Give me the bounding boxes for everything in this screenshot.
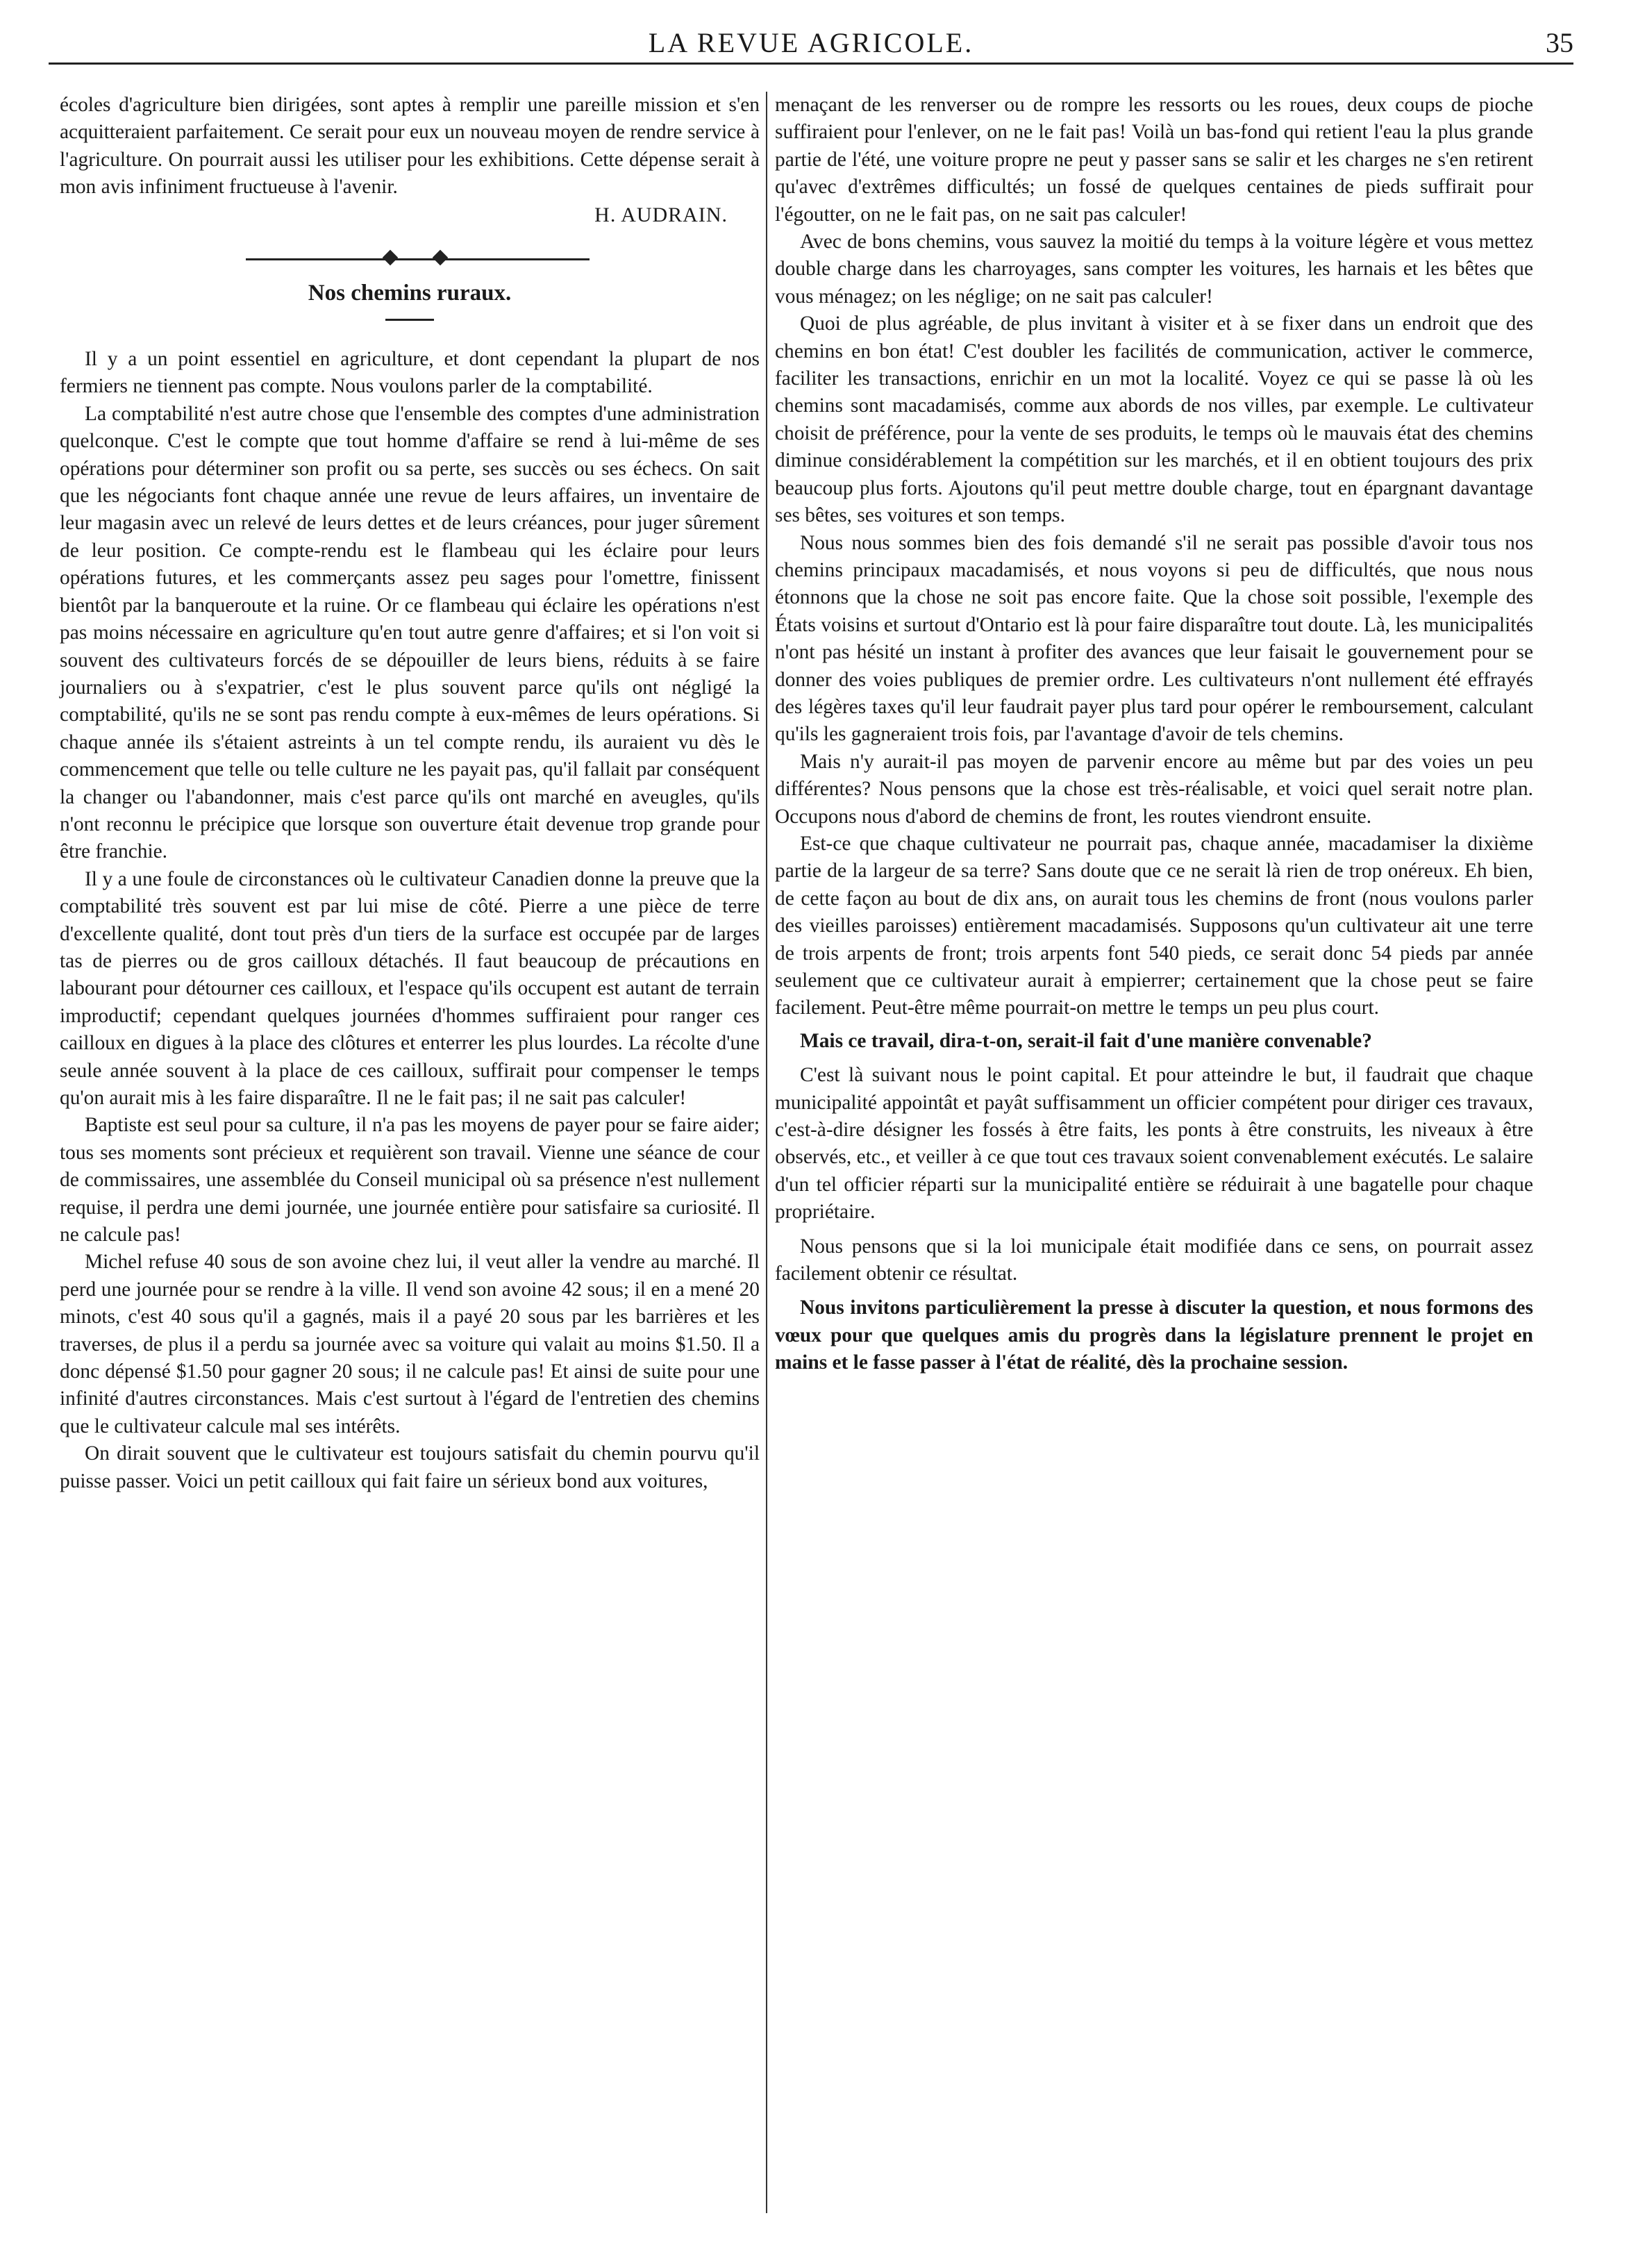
page-header <box>49 26 1573 65</box>
article-paragraph: Mais n'y aurait-il pas moyen de parvenir encore au même but par des voies un peu différentes? Nous pensons que la chose est très-réalisable, et voici quel serait notre plan. Occupons nous d'abord de chemins de front, les routes viendront ensuite. <box>775 750 1533 828</box>
author-signature: H. AUDRAIN. <box>594 203 728 226</box>
article-paragraph: Michel refuse 40 sous de son avoine chez lui, il veut aller la vendre au marché. Il perd une journée pour se rendre à la ville. Il vend son avoine 42 sous; il en a mené 20 minots, c'est 40 sous qu'il a gagnés, mais il a payé 20 sous par les barrières et les traverses, de plus il a perdu sa journée avec sa voiture qui valait au moins $1.50. Il a donc dépensé $1.50 pour gagner 20 sous; il ne calcule pas! Et ainsi de suite pour une infinité d'autres circonstances. Mais c'est surtout à l'égard de l'entretien des chemins que le cultivateur calcule mal ses intérêts. <box>60 1251 760 1437</box>
article-title: Nos chemins ruraux. <box>308 281 512 306</box>
article-paragraph: menaçant de les renverser ou de rompre les ressorts ou les roues, deux coups de pioche suffiraient pour l'enlever, on ne le fait pas! Voilà un bas-fond qui retient l'eau la plus grande partie de l'été, une voiture propre ne peut y passer sans se salir et les charges ne s'en retirent qu'avec d'extrêmes difficultés; un fossé de quelques centaines de pieds suffirait pour l'égoutter, on ne le fait pas, on ne sait pas calculer! <box>775 94 1533 226</box>
running-title: LA REVUE AGRICOLE. <box>648 27 974 58</box>
continued-paragraph: écoles d'agriculture bien dirigées, sont aptes à remplir une pareille mission et s'en acquitteraient parfaitement. Ce serait pour eux un nouveau moyen de rendre service à l'agriculture. On pourrait aussi les utiliser pour les exhibitions. Cette dépense serait à mon avis infiniment fructueuse à l'avenir. <box>60 94 760 199</box>
ornament-diamond <box>383 250 399 266</box>
article-paragraph: Avec de bons chemins, vous sauvez la moitié du temps à la voiture légère et vous mettez double charge dans les charroyages, sans compter les voitures, les harnais et les bêtes que vous ménagez; on les néglige; on ne sait pas calculer! <box>775 231 1533 308</box>
title-rule <box>385 319 434 321</box>
left-column <box>60 92 760 1495</box>
ornament-line <box>246 258 590 260</box>
article-paragraph: Nous nous sommes bien des fois demandé s'il ne serait pas possible d'avoir tous nos chemins principaux macadamisés, et nous voyons si peu de difficultés, que nous nous étonnons que la chose ne soit pas encore faite. Que la chose soit possible, l'exemple des États voisins et surtout d'Ontario est là pour faire disparaître tout doute. Là, les municipalités n'ont pas hésité un instant à profiter des avances que leur faisait le gouvernement pour se donner des voies publiques de premier ordre. Les cultivateurs n'ont nullement été effrayés des légères taxes qu'il leur faudrait payer plus tard pour opérer le remboursement, calculant qu'ils les gagneraient trois fois, par l'avantage d'avoir de tels chemins. <box>775 531 1533 746</box>
article-paragraph: La comptabilité n'est autre chose que l'ensemble des comptes d'une administration quelconque. C'est le compte que tout homme d'affaire se rend à lui-même de ses opérations pour déterminer son profit ou sa perte, ses succès ou ses échecs. On sait que les négociants font chaque année une revue de leurs affaires, un inventaire de leur magasin avec un relevé de leurs dettes et de leurs créances, pour juger sûrement de leur position. Ce compte-rendu est le flambeau qui les éclaire pour leurs opérations futures, et les commerçants assez peu sages pour l'omettre, finissent bientôt par la banqueroute et la ruine. Or ce flambeau qui éclaire les opérations n'est pas moins nécessaire en agriculture qu'en tout autre genre d'affaires; et si l'on voit si souvent des cultivateurs forcés de se dépouiller de leurs biens, réduits à se faire journaliers ou à s'expatrier, c'est le plus souvent parce qu'ils ont négligé la comptabilité, qu'ils ne se sont pas rendu compte à eux-mêmes de leurs opérations. Si chaque année ils s'étaient astreints à un tel compte rendu, ils auraient vu dès le commencement que telle ou telle culture ne les payait pas, qu'il fallait par conséquent la changer ou l'abandonner, mais c'est parce qu'ils ont marché en aveugles, qu'ils n'ont reconnu le précipice que lorsque son ouverture était devenue trop grande pour être franchie. <box>60 402 760 863</box>
article-paragraph: Il y a un point essentiel en agriculture, et dont cependant la plupart de nos fermiers ne tiennent pas compte. Nous voulons parler de la comptabilité. <box>60 348 760 398</box>
right-column <box>775 92 1533 1377</box>
ornament-diamond <box>433 250 449 266</box>
article-paragraph: Quoi de plus agréable, de plus invitant à visiter et à se fixer dans un endroit que des chemins en bon état! C'est doubler les facilités de communication, activer le commerce, faciliter les transactions, enrichir en un mot la localité. Voyez ce qui se passe là où les chemins sont macadamisés, comme aux abords de nos villes, par exemple. Le cultivateur choisit de préférence, pour la vente de ses produits, le temps où le mauvais état des chemins diminue considérablement la compétition sur les marchés, et il en obtient toujours des prix beaucoup plus forts. Ajoutons qu'il peut mettre double charge, tout en épargnant davantage ses bêtes, ses voitures et son temps. <box>775 312 1533 527</box>
bold-question-paragraph: Mais ce travail, dira-t-on, serait-il fait d'une manière convenable? <box>800 1029 1372 1052</box>
article-paragraph: Est-ce que chaque cultivateur ne pourrait pas, chaque année, macadamiser la dixième partie de la largeur de sa terre? Sans doute que ce ne serait là rien de trop onéreux. Eh bien, de cette façon au bout de dix ans, on aurait tous les chemins de front (nous voulons parler des vieilles paroisses) entièrement macadamisés. Supposons qu'un cultivateur ait une terre de trois arpents de front; trois arpents font 540 pieds, ce serait donc 54 pieds par année seulement que ce cultivateur aurait à empierrer; certainement que la chose peut se faire facilement. Peut-être même pourrait-on mettre le temps un peu plus court. <box>775 832 1533 1019</box>
article-paragraph: Nous pensons que si la loi municipale était modifiée dans ce sens, on pourrait assez facilement obtenir ce résultat. <box>775 1235 1533 1285</box>
article-paragraph: Il y a une foule de circonstances où le cultivateur Canadien donne la preuve que la comptabilité très souvent est par lui mise de côté. Pierre a une pièce de terre d'excellente qualité, dont tout près d'un tiers de la surface est occupée par de larges tas de pierres ou de gros cailloux détachés. Il faut beaucoup de précautions en labourant pour détourner ces cailloux, et l'espace qu'ils occupent est autant de terrain improductif; cependant quelques journées d'hommes suffiraient pour ranger ces cailloux en digues à la place des clôtures et enterrer les plus lourdes. La récolte d'une seule année souvent à la place de ces cailloux, suffirait pour compenser le temps qu'on aurait mis à les faire disparaître. Il ne le fait pas; il ne sait pas calculer! <box>60 867 760 1109</box>
article-paragraph: On dirait souvent que le cultivateur est toujours satisfait du chemin pourvu qu'il puisse passer. Voici un petit cailloux qui fait faire un sérieux bond aux voitures, <box>60 1442 760 1492</box>
bold-closing-paragraph: Nous invitons particulièrement la presse à discuter la question, et nous formons des vœux pour que quelques amis du progrès dans la législature prennent le projet en mains et le fasse passer à l'état de réalité, dès la prochaine session. <box>775 1296 1533 1374</box>
article-paragraph: Baptiste est seul pour sa culture, il n'a pas les moyens de payer pour se faire aider; tous ses moments sont précieux et requièrent son travail. Vienne une séance de cour de commissaires, une assemblée du Conseil municipal où sa présence n'est nullement requise, il perdra une demi journée, une journée entière pour satisfaire sa curiosité. Il ne calcule pas! <box>60 1114 760 1246</box>
page-number: 35 <box>1546 27 1573 58</box>
article-paragraph: C'est là suivant nous le point capital. Et pour atteindre le but, il faudrait que chaque municipalité appointât et payât suffisamment un officier compétent pour diriger ces travaux, c'est-à-dire désigner les fossés à être faits, les ponts à être construits, les niveaux à être observés, etc., et veiller à ce que tout ces travaux soient convenablement exécutés. Le salaire d'un tel officier réparti sur la municipalité entière se réduirait à une bagatelle pour chaque propriétaire. <box>775 1064 1533 1224</box>
section-divider-ornament <box>60 244 760 274</box>
column-divider <box>766 92 767 2213</box>
